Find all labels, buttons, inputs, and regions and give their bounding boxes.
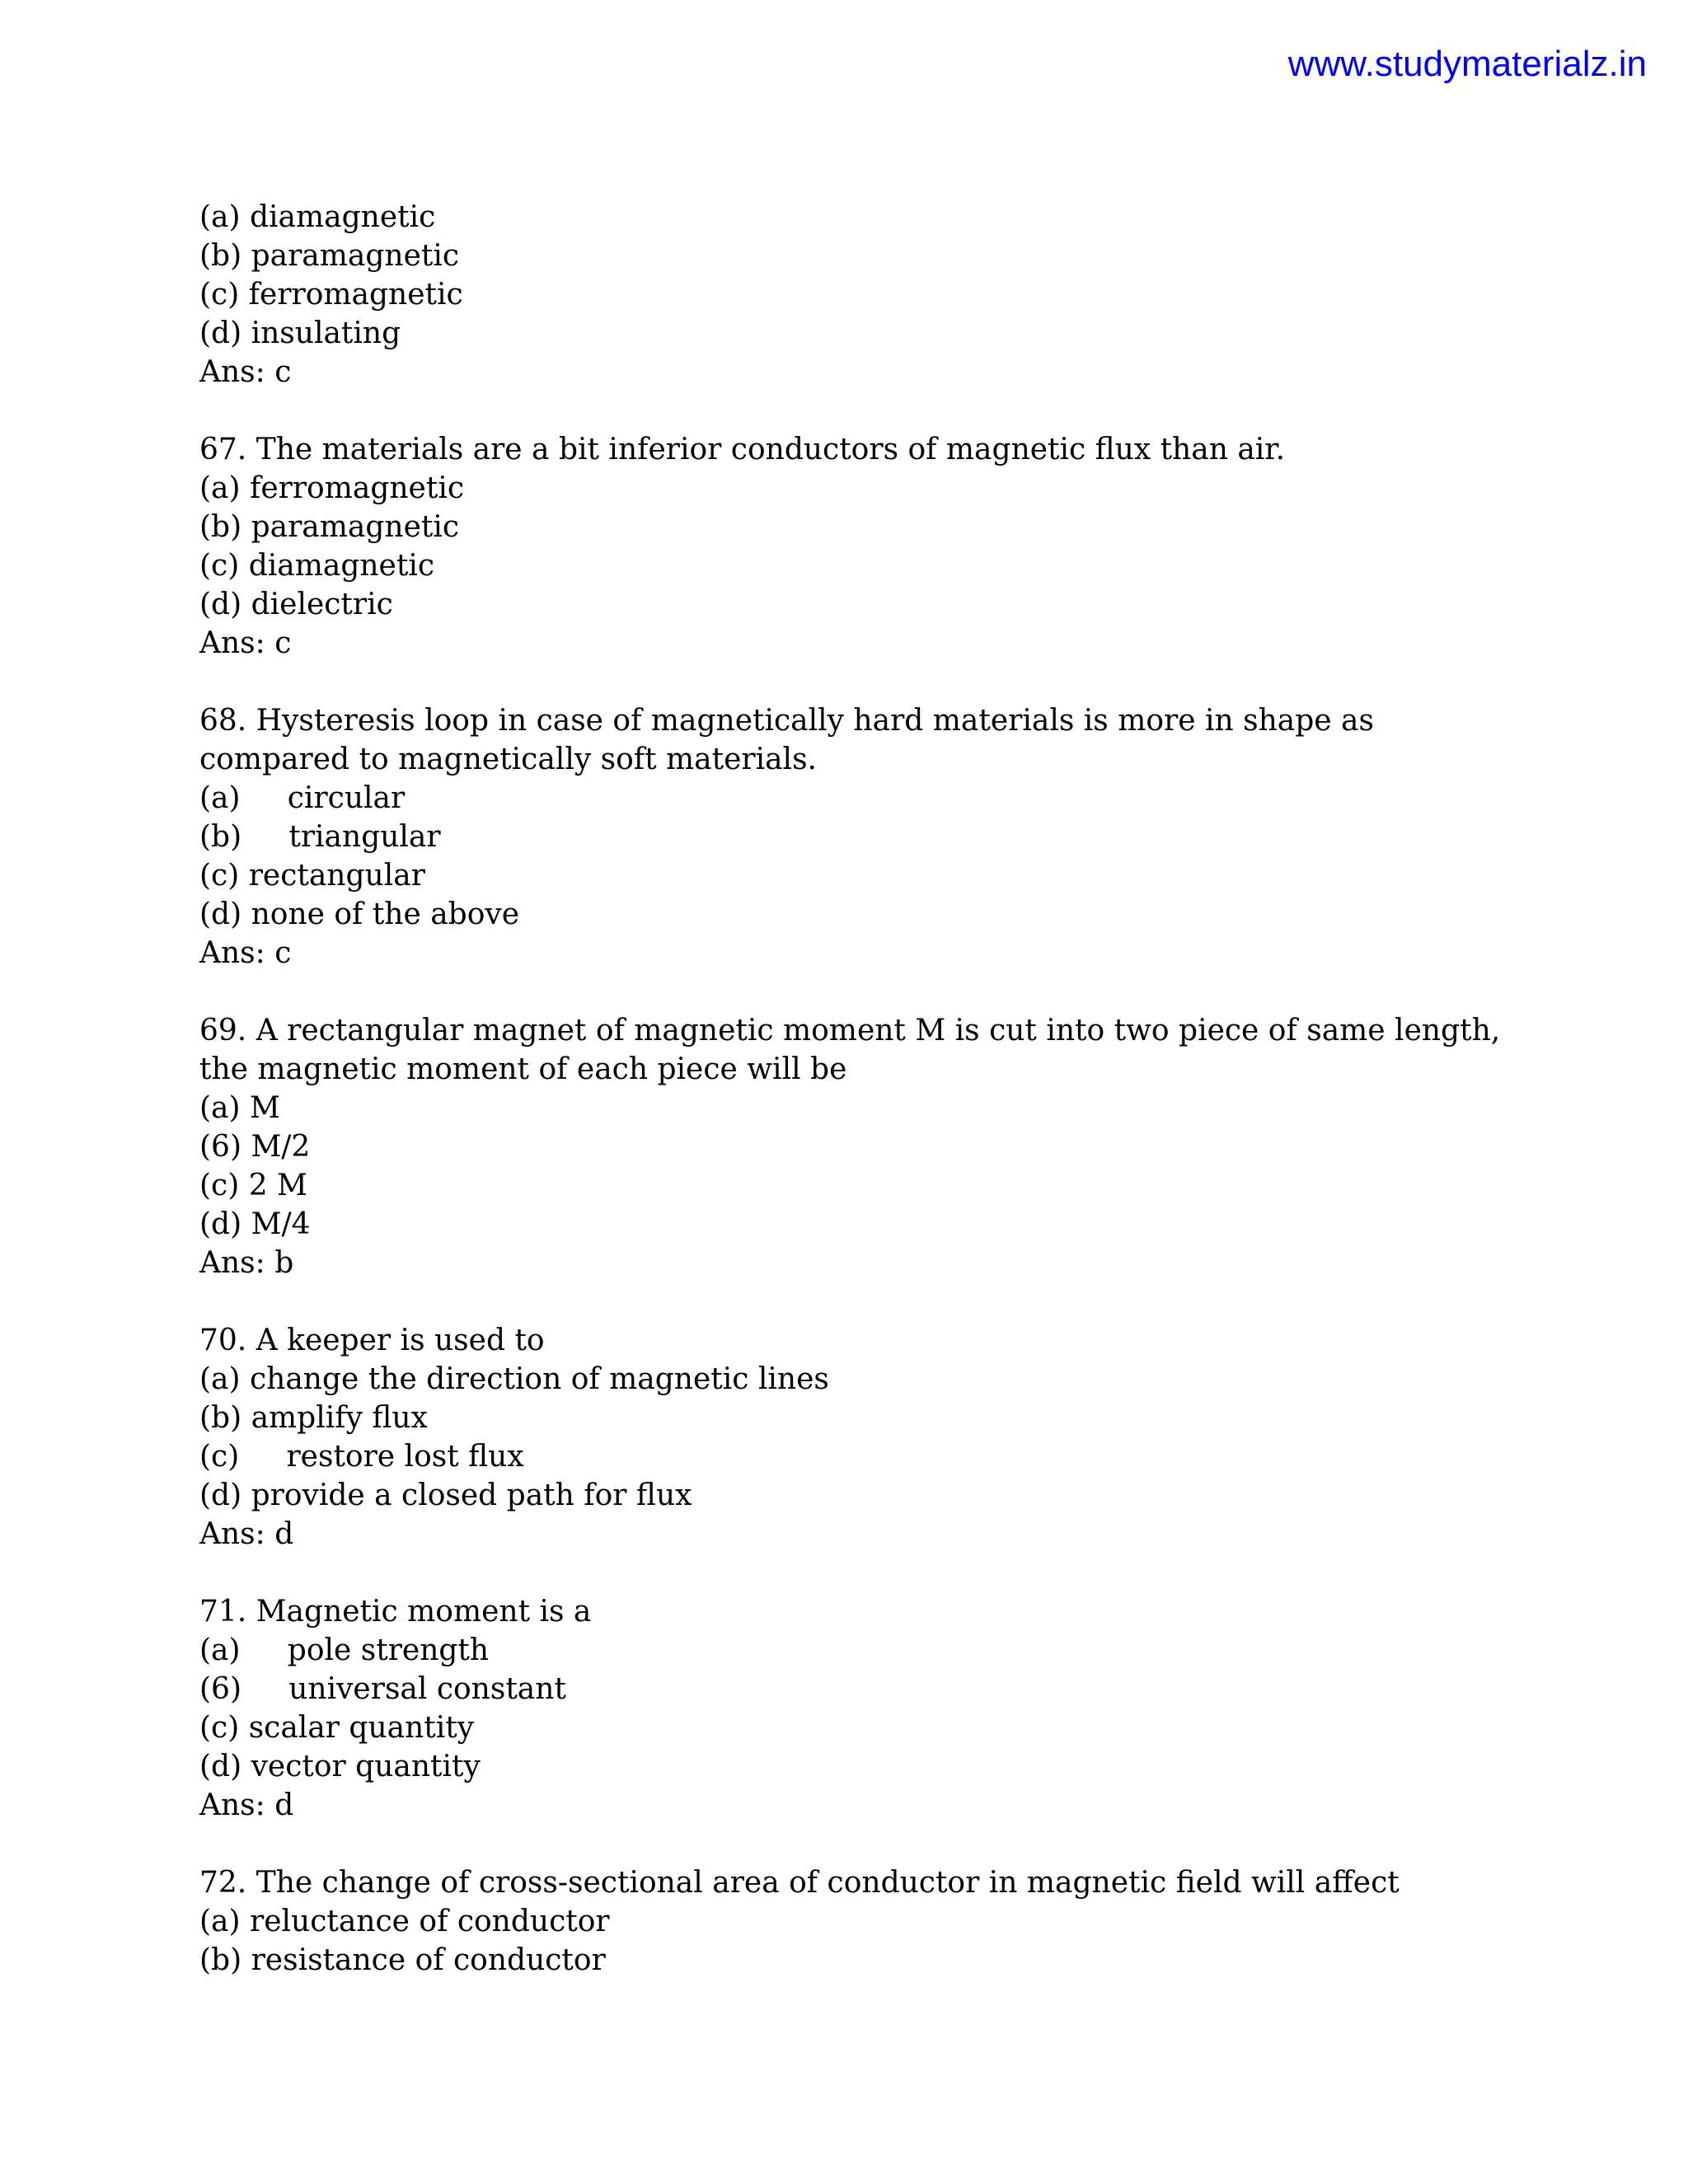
option: (c) rectangular	[199, 859, 425, 893]
question-text: 69. A rectangular magnet of magnetic moment M is cut into two piece of same length, the magnetic moment of each piece will be	[199, 1014, 1501, 1086]
option: (d) none of the above	[199, 898, 520, 931]
option: (c) restore lost flux	[199, 1440, 524, 1474]
option: (c) 2 M	[199, 1169, 307, 1202]
question-block	[199, 1863, 1502, 1980]
question-block	[199, 1321, 1502, 1554]
question-block	[199, 1592, 1502, 1825]
answer: Ans: c	[199, 355, 292, 389]
option: (a) reluctance of conductor	[199, 1905, 610, 1938]
question-block	[199, 1011, 1502, 1282]
question-block	[199, 198, 1502, 391]
question-text: 68. Hysteresis loop in case of magnetically hard materials is more in shape as compared to magnetically soft materials.	[199, 704, 1374, 776]
question-text: 71. Magnetic moment is a	[199, 1595, 592, 1629]
option: (c) scalar quantity	[199, 1711, 475, 1745]
option: (c) diamagnetic	[199, 549, 434, 583]
answer: Ans: c	[199, 936, 292, 970]
option: (a) diamagnetic	[199, 200, 436, 234]
option: (c) ferromagnetic	[199, 278, 463, 312]
question-text: 72. The change of cross-sectional area of conductor in magnetic field will affect	[199, 1866, 1400, 1900]
option: (d) vector quantity	[199, 1750, 481, 1783]
option: (6) M/2	[199, 1130, 311, 1164]
question-list	[199, 198, 1502, 2018]
question-block	[199, 701, 1502, 972]
answer: Ans: d	[199, 1517, 294, 1551]
option: (d) dielectric	[199, 588, 393, 621]
question-text: 70. A keeper is used to	[199, 1324, 545, 1357]
option: (a) M	[199, 1091, 280, 1125]
option: (b) amplify flux	[199, 1401, 428, 1435]
option: (d) M/4	[199, 1207, 311, 1241]
answer: Ans: c	[199, 626, 292, 660]
option: (b) paramagnetic	[199, 510, 460, 544]
option: (a) circular	[199, 781, 406, 815]
question-text: 67. The materials are a bit inferior conductors of magnetic flux than air.	[199, 433, 1286, 466]
option: (a) pole strength	[199, 1633, 490, 1667]
option: (b) resistance of conductor	[199, 1943, 606, 1977]
site-watermark: www.studymaterialz.in	[1287, 44, 1647, 84]
option: (a) ferromagnetic	[199, 471, 464, 505]
option: (d) provide a closed path for flux	[199, 1479, 692, 1512]
option: (6) universal constant	[199, 1672, 566, 1706]
option: (a) change the direction of magnetic lines	[199, 1362, 829, 1396]
option: (d) insulating	[199, 316, 401, 350]
option: (b) paramagnetic	[199, 239, 460, 273]
question-block	[199, 430, 1502, 663]
option: (b) triangular	[199, 820, 441, 854]
answer: Ans: b	[199, 1246, 294, 1280]
answer: Ans: d	[199, 1788, 294, 1822]
